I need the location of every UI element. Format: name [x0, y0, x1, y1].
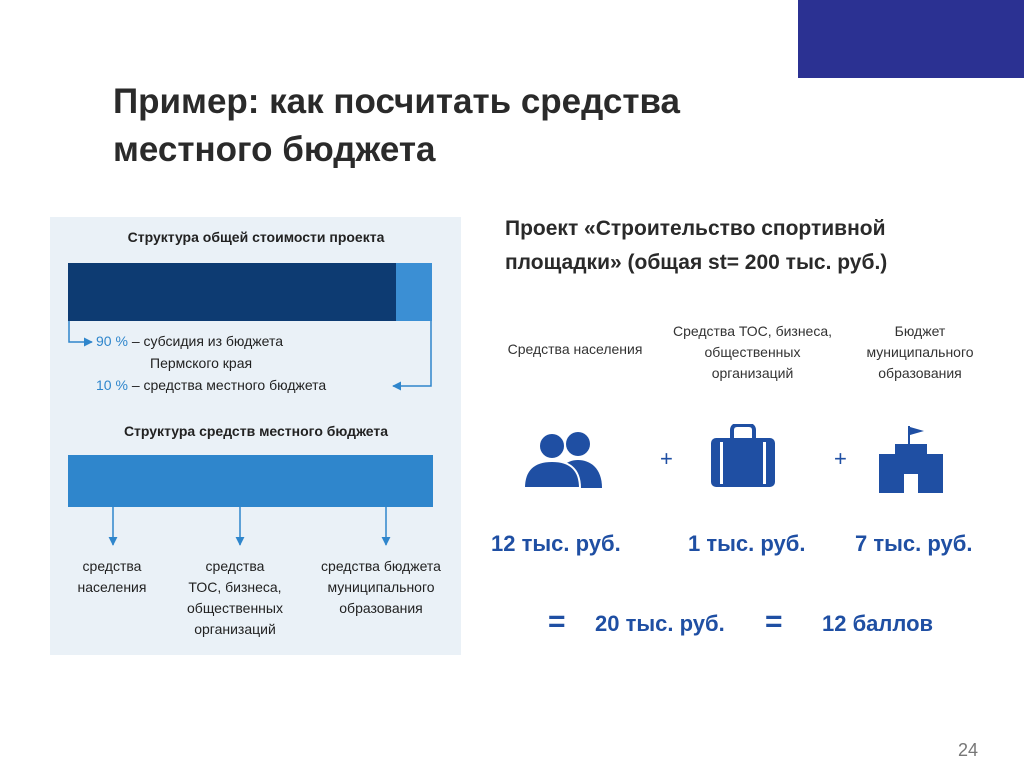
column-heading-municipal	[850, 321, 990, 384]
local-structure-heading: Структура средств местного бюджета	[123, 423, 389, 439]
split-label-tos-line-3: общественных	[187, 600, 283, 616]
people-icon	[522, 428, 606, 490]
project-title-line-1: Проект «Строительство спортивной	[505, 217, 886, 240]
project-title	[505, 212, 985, 280]
plus-sign-1: +	[660, 446, 673, 471]
column-heading-municipal-line-3: образования	[878, 365, 962, 381]
amount-municipal: 7 тыс. руб.	[855, 531, 973, 556]
split-label-population-line-2: населения	[77, 579, 147, 595]
local-budget-bar	[68, 455, 433, 507]
equals-sign-2: =	[765, 605, 783, 638]
score-value: 12 баллов	[822, 611, 934, 636]
column-heading-municipal-line-2: муниципального	[866, 344, 974, 360]
subsidy-label	[96, 333, 283, 349]
split-label-tos-line-1: средства	[205, 558, 265, 574]
column-heading-tos-line-1: Средства ТОС, бизнеса,	[672, 323, 833, 339]
page-title-line-2: местного бюджета	[113, 130, 436, 169]
local-text: – средства местного бюджета	[131, 377, 327, 393]
subsidy-share-bar	[68, 263, 396, 321]
split-label-municipal-line-3: образования	[339, 600, 423, 616]
local-percent: 10 %	[96, 377, 128, 393]
subsidy-text: – субсидия из бюджета	[131, 333, 284, 349]
split-label-population-line-1: средства	[82, 558, 142, 574]
column-heading-population	[490, 339, 660, 360]
split-label-municipal-line-1: средства бюджета	[321, 558, 441, 574]
column-heading-population-line-1: Средства населения	[507, 341, 643, 357]
amount-tos: 1 тыс. руб.	[688, 531, 806, 556]
page-title	[113, 78, 793, 174]
local-share-bar	[396, 263, 432, 321]
local-label	[96, 377, 326, 393]
split-label-tos-line-2: ТОС, бизнеса,	[188, 579, 282, 595]
project-title-line-2: площадки» (общая st= 200 тыс. руб.)	[505, 251, 888, 274]
split-label-municipal	[306, 556, 456, 619]
plus-sign-2: +	[834, 446, 847, 471]
total-amount: 20 тыс. руб.	[595, 611, 725, 636]
column-heading-municipal-line-1: Бюджет	[894, 323, 946, 339]
page-number: 24	[958, 740, 979, 760]
split-label-tos	[170, 556, 300, 640]
subsidy-text-2: Пермского края	[150, 355, 253, 371]
briefcase-icon	[710, 424, 776, 488]
split-label-tos-line-4: организаций	[194, 621, 276, 637]
split-label-population	[52, 556, 172, 598]
amount-population: 12 тыс. руб.	[491, 531, 621, 556]
equals-sign-1: =	[548, 605, 566, 638]
column-heading-tos-line-3: организаций	[711, 365, 794, 381]
building-flag-icon	[878, 424, 944, 494]
corner-accent-block	[798, 0, 1024, 78]
column-heading-tos-line-2: общественных	[704, 344, 801, 360]
page-title-line-1: Пример: как посчитать средства	[113, 82, 681, 121]
column-heading-tos	[660, 321, 845, 384]
split-label-municipal-line-2: муниципального	[327, 579, 435, 595]
total-structure-heading: Структура общей стоимости проекта	[127, 229, 385, 245]
subsidy-percent: 90 %	[96, 333, 128, 349]
